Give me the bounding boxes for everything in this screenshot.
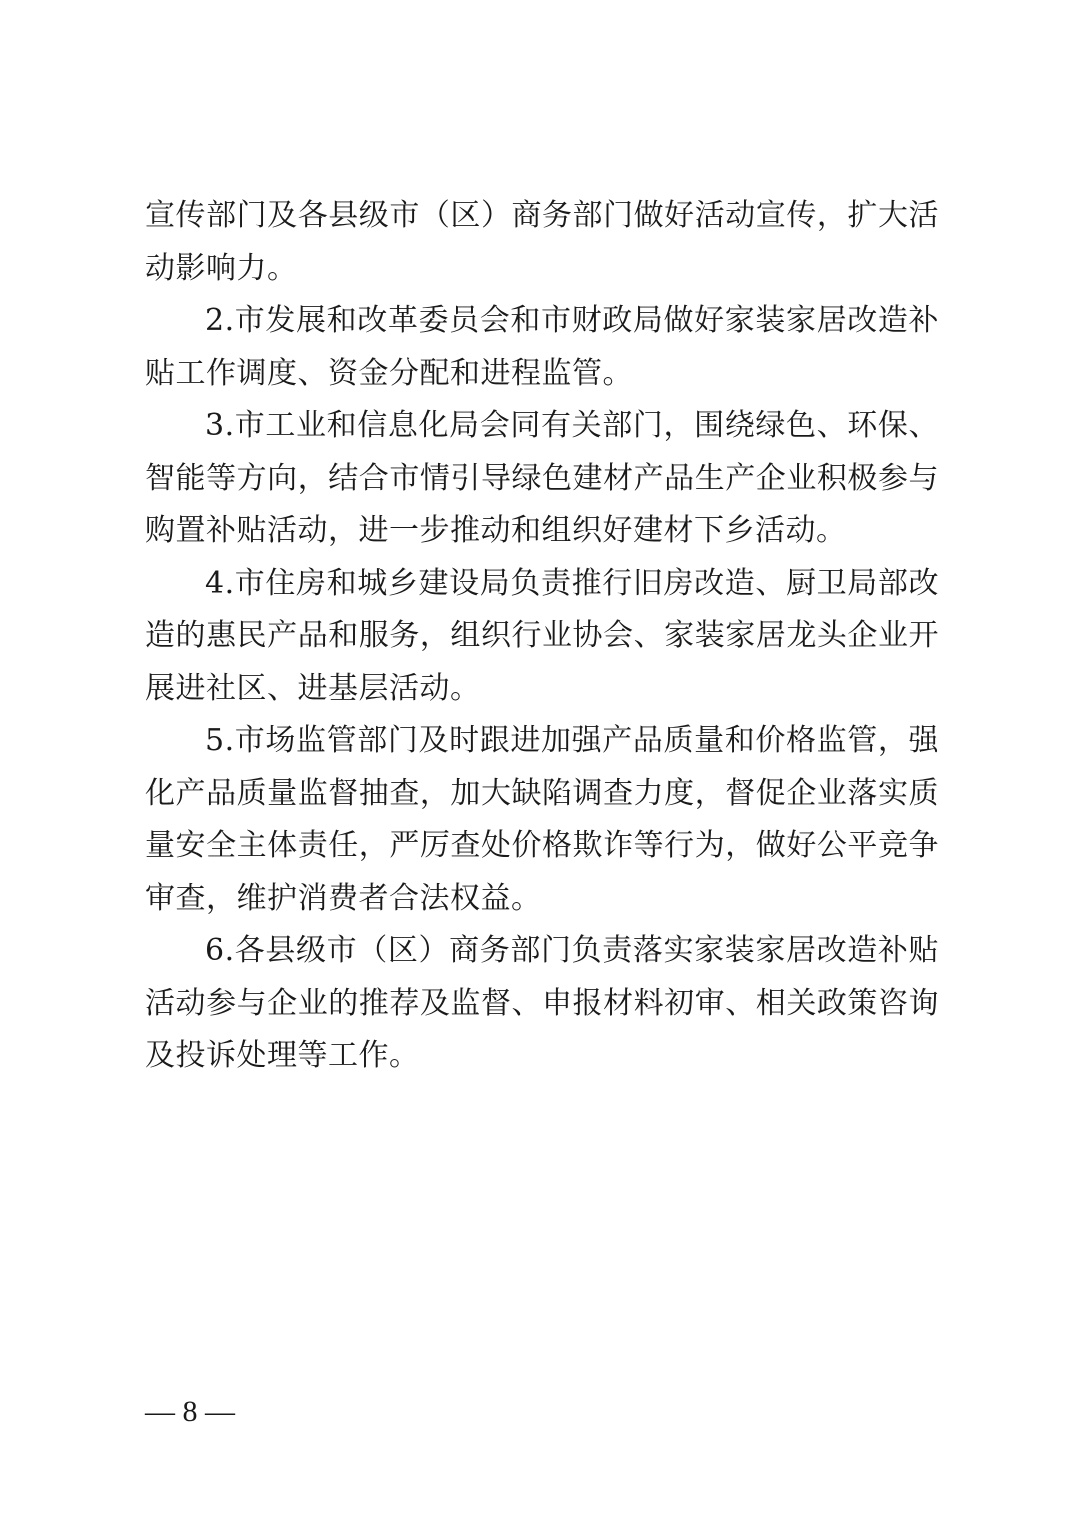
paragraph-item-5: 5.市场监管部门及时跟进加强产品质量和价格监管，强化产品质量监督抽查，加大缺陷调查力度，督促企业落实质量安全主体责任，严厉查处价格欺诈等行为，做好公平竞争审查，维护消费者合法权益。 [145,723,939,916]
page-number: — 8 — [145,1395,235,1428]
paragraph-continuation: 宣传部门及各县级市（区）商务部门做好活动宣传，扩大活动影响力。 [145,198,939,286]
paragraph-item-4: 4.市住房和城乡建设局负责推行旧房改造、厨卫局部改造的惠民产品和服务，组织行业协会、家装家居龙头企业开展进社区、进基层活动。 [145,565,939,706]
paragraph-item-6: 6.各县级市（区）商务部门负责落实家装家居改造补贴活动参与企业的推荐及监督、申报材料初审、相关政策咨询及投诉处理等工作。 [145,933,939,1073]
document-body [145,190,939,1083]
paragraph-item-2: 2.市发展和改革委员会和市财政局做好家装家居改造补贴工作调度、资金分配和进程监管。 [145,303,939,391]
paragraph-item-3: 3.市工业和信息化局会同有关部门，围绕绿色、环保、智能等方向，结合市情引导绿色建材产品生产企业积极参与购置补贴活动，进一步推动和组织好建材下乡活动。 [145,408,939,548]
